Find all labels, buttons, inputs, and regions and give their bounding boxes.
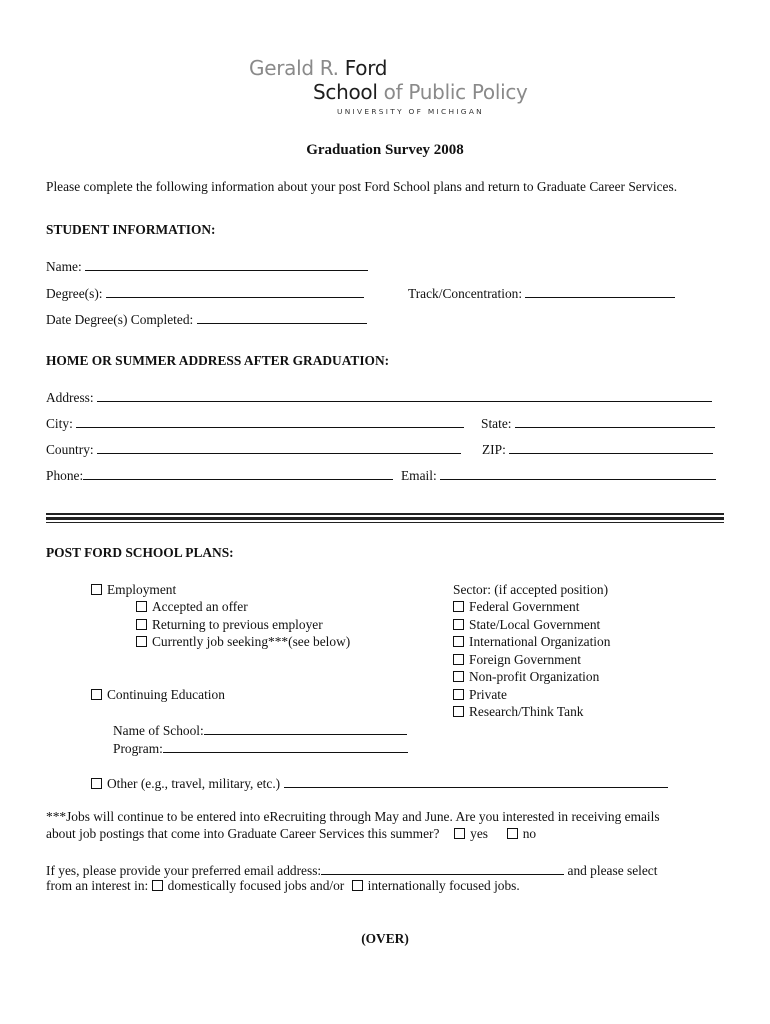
sector-federal-label: Federal Government xyxy=(469,599,580,614)
sector-foreign-option[interactable] xyxy=(453,652,581,668)
email-row xyxy=(401,466,716,484)
sector-state-local-label: State/Local Government xyxy=(469,617,601,632)
state-field[interactable] xyxy=(515,414,715,428)
sector-international-checkbox[interactable] xyxy=(453,636,464,647)
phone-field[interactable] xyxy=(83,466,393,480)
country-field[interactable] xyxy=(97,440,461,454)
job-seeking-label: Currently job seeking***(see below) xyxy=(152,634,351,649)
address-field[interactable] xyxy=(97,388,712,402)
yes-label: yes xyxy=(470,826,489,841)
email-field[interactable] xyxy=(440,466,716,480)
interest-label: from an interest in: xyxy=(46,878,149,893)
date-label: Date Degree(s) Completed: xyxy=(46,312,194,327)
name-label: Name: xyxy=(46,259,82,274)
state-label: State: xyxy=(481,416,512,431)
section-divider-bottom xyxy=(46,522,724,523)
job-seeking-checkbox[interactable] xyxy=(136,636,147,647)
date-row xyxy=(46,310,367,328)
sector-nonprofit-checkbox[interactable] xyxy=(453,671,464,682)
student-info-heading: STUDENT INFORMATION: xyxy=(46,222,216,237)
sector-private-checkbox[interactable] xyxy=(453,689,464,700)
sector-nonprofit-option[interactable] xyxy=(453,669,599,685)
job-seeking-option[interactable] xyxy=(136,634,350,650)
zip-label: ZIP: xyxy=(482,442,506,457)
name-field[interactable] xyxy=(85,257,368,271)
continuing-education-label: Continuing Education xyxy=(107,687,225,702)
accepted-offer-checkbox[interactable] xyxy=(136,601,147,612)
yes-checkbox[interactable] xyxy=(454,828,465,839)
email-pref-select-text: and please select xyxy=(567,863,658,878)
returning-employer-checkbox[interactable] xyxy=(136,619,147,630)
sector-nonprofit-label: Non-profit Organization xyxy=(469,669,600,684)
returning-employer-option[interactable] xyxy=(136,617,323,633)
page-title: Graduation Survey 2008 xyxy=(306,142,464,158)
email-pref-label: If yes, please provide your preferred email address: xyxy=(46,863,322,878)
degrees-row xyxy=(46,284,364,302)
section-divider-top xyxy=(46,513,724,515)
jobs-note-line2-row xyxy=(46,826,536,842)
school-field[interactable] xyxy=(204,721,407,735)
sector-research-label: Research/Think Tank xyxy=(469,704,584,719)
date-field[interactable] xyxy=(197,310,367,324)
address-heading: HOME OR SUMMER ADDRESS AFTER GRADUATION: xyxy=(46,353,390,368)
plans-heading: POST FORD SCHOOL PLANS: xyxy=(46,545,234,560)
city-row xyxy=(46,414,464,432)
track-row xyxy=(408,284,675,302)
school-label: Name of School: xyxy=(113,723,204,738)
program-label: Program: xyxy=(113,741,163,756)
intro-text: Please complete the following information about your post Ford School plans and return to Graduate Career Services. xyxy=(46,179,678,194)
accepted-offer-label: Accepted an offer xyxy=(152,599,248,614)
other-label: Other (e.g., travel, military, etc.) xyxy=(107,776,281,791)
address-label: Address: xyxy=(46,390,94,405)
track-label: Track/Concentration: xyxy=(408,286,523,301)
sector-private-option[interactable] xyxy=(453,687,507,703)
sector-foreign-checkbox[interactable] xyxy=(453,654,464,665)
no-label: no xyxy=(522,826,537,841)
sector-research-option[interactable] xyxy=(453,704,583,720)
domestic-label: domestically focused jobs and/or xyxy=(167,878,345,893)
logo-public-policy: of Public Policy xyxy=(377,80,528,104)
sector-international-label: International Organization xyxy=(469,634,611,649)
zip-row xyxy=(482,440,713,458)
country-label: Country: xyxy=(46,442,94,457)
address-row xyxy=(46,388,712,406)
sector-research-checkbox[interactable] xyxy=(453,706,464,717)
track-field[interactable] xyxy=(525,284,675,298)
email-label: Email: xyxy=(401,468,437,483)
jobs-note-line1: ***Jobs will continue to be entered into eRecruiting through May and June. Are you interested in receiving emails xyxy=(46,809,660,824)
other-field[interactable] xyxy=(284,774,668,788)
sector-foreign-label: Foreign Government xyxy=(469,652,581,667)
preferred-email-field[interactable] xyxy=(321,861,564,875)
logo-school: School xyxy=(313,80,378,104)
continuing-education-checkbox[interactable] xyxy=(91,689,102,700)
city-label: City: xyxy=(46,416,73,431)
jobs-note-line2: about job postings that come into Graduate Career Services this summer? xyxy=(46,826,440,841)
section-divider-middle xyxy=(46,517,724,520)
email-pref-line2 xyxy=(46,878,520,894)
degrees-label: Degree(s): xyxy=(46,286,103,301)
sector-private-label: Private xyxy=(469,687,507,702)
over-footer: (OVER) xyxy=(361,931,409,946)
program-row xyxy=(113,739,408,757)
no-checkbox[interactable] xyxy=(507,828,518,839)
domestic-checkbox[interactable] xyxy=(152,880,163,891)
logo-gerald: Gerald R. xyxy=(249,56,345,80)
country-row xyxy=(46,440,461,458)
email-pref-line1 xyxy=(46,861,657,879)
logo-ford: Ford xyxy=(344,56,388,80)
sector-federal-option[interactable] xyxy=(453,599,579,615)
continuing-education-option[interactable] xyxy=(91,687,225,703)
logo-university: UNIVERSITY OF MICHIGAN xyxy=(337,107,485,116)
degrees-field[interactable] xyxy=(106,284,364,298)
zip-field[interactable] xyxy=(509,440,713,454)
name-row xyxy=(46,257,368,275)
employment-checkbox[interactable] xyxy=(91,584,102,595)
international-label: internationally focused jobs. xyxy=(367,878,520,893)
other-option[interactable] xyxy=(91,774,668,792)
program-field[interactable] xyxy=(163,739,408,753)
employment-option[interactable] xyxy=(91,582,176,598)
accepted-offer-option[interactable] xyxy=(136,599,248,615)
city-field[interactable] xyxy=(76,414,464,428)
sector-federal-checkbox[interactable] xyxy=(453,601,464,612)
sector-heading: Sector: (if accepted position) xyxy=(453,582,609,597)
phone-row xyxy=(46,466,393,484)
sector-international-option[interactable] xyxy=(453,634,610,650)
phone-label: Phone: xyxy=(46,468,84,483)
sector-state-local-checkbox[interactable] xyxy=(453,619,464,630)
sector-state-local-option[interactable] xyxy=(453,617,600,633)
returning-employer-label: Returning to previous employer xyxy=(152,617,323,632)
state-row xyxy=(481,414,715,432)
international-checkbox[interactable] xyxy=(352,880,363,891)
other-checkbox[interactable] xyxy=(91,778,102,789)
school-row xyxy=(113,721,407,739)
employment-label: Employment xyxy=(107,582,177,597)
